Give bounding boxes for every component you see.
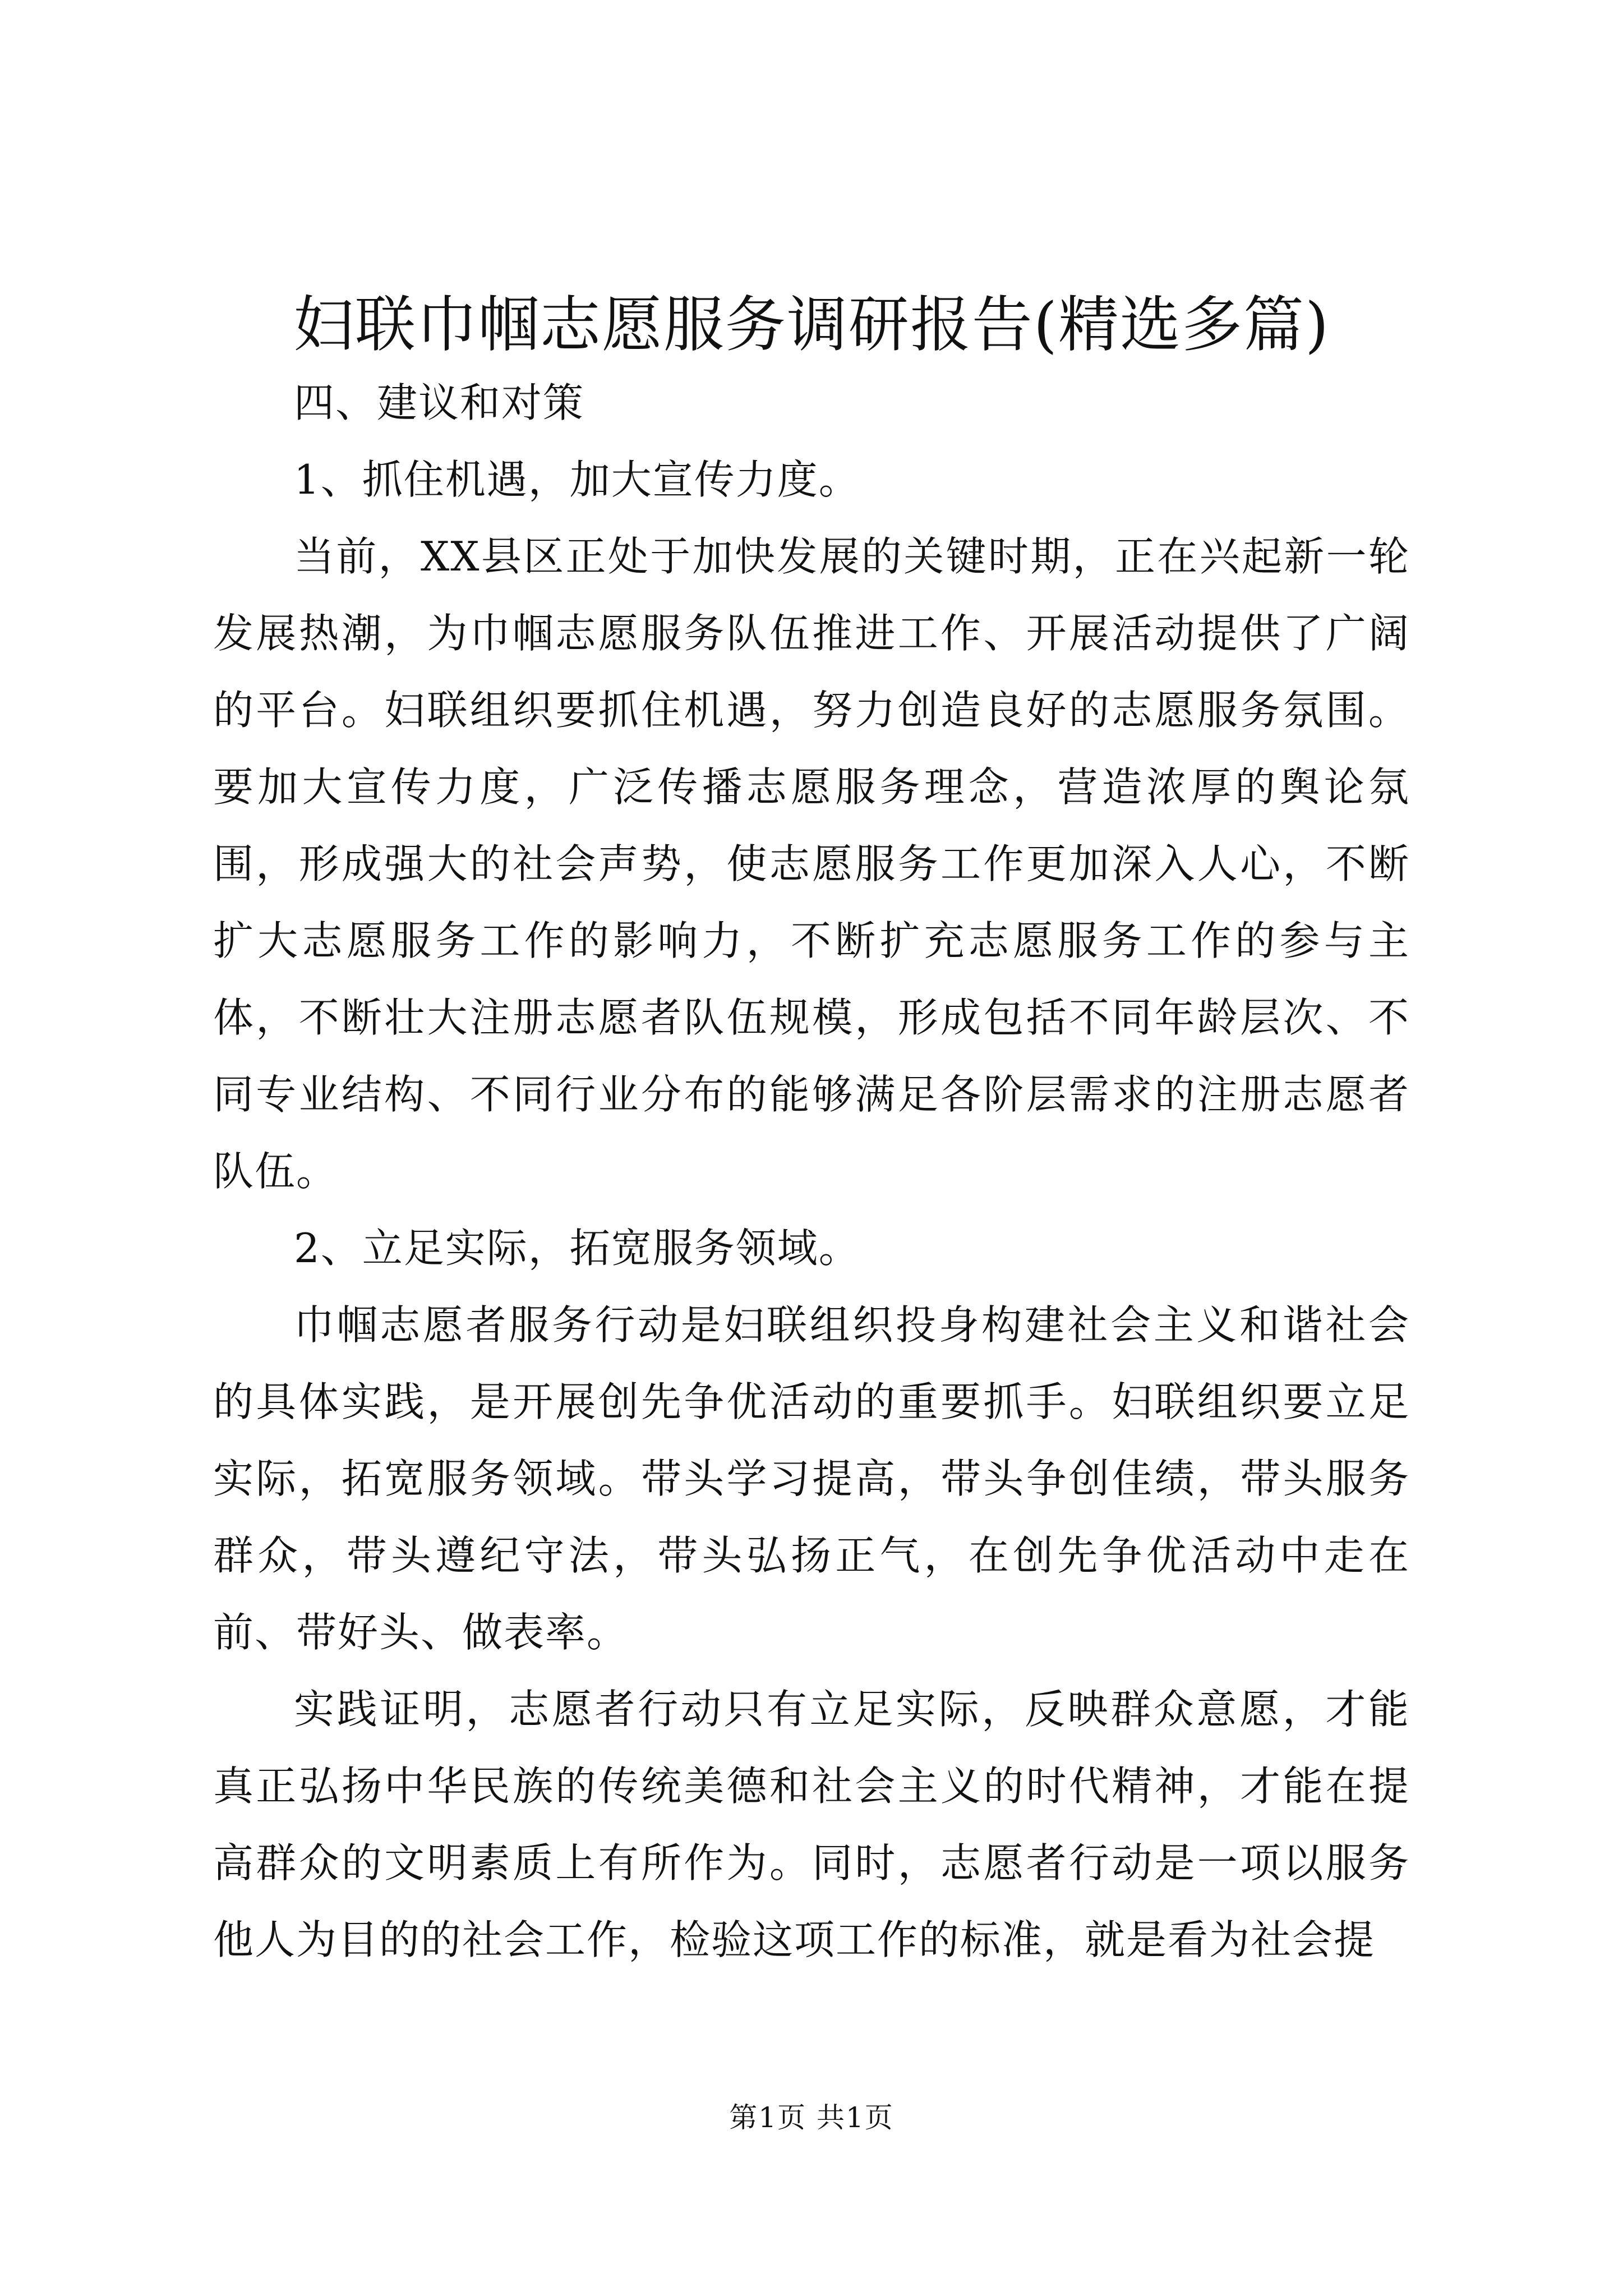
paragraph-3: 实践证明，志愿者行动只有立足实际，反映群众意愿，才能真正弘扬中华民族的传统美德和社会主义的时代精神，才能在提高群众的文明素质上有所作为。同时，志愿者行动是一项以服务他人为目的的社会工作，检验这项工作的标准，就是看为社会提: [213, 1686, 1410, 1963]
subheading-2: 2、立足实际，拓宽服务领域。: [294, 1225, 860, 1272]
subheading-1: 1、抓住机遇，加大宣传力度。: [294, 456, 860, 503]
paragraph-1: 当前，XX县区正处于加快发展的关键时期，正在兴起新一轮发展热潮，为巾帼志愿服务队伍推进工作、开展活动提供了广阔的平台。妇联组织要抓住机遇，努力创造良好的志愿服务氛围。要加大宣传力度，广泛传播志愿服务理念，营造浓厚的舆论氛围，形成强大的社会声势，使志愿服务工作更加深入人心，不断扩大志愿服务工作的影响力，不断扩充志愿服务工作的参与主体，不断壮大注册志愿者队伍规模，形成包括不同年龄层次、不同专业结构、不同行业分布的能够满足各阶层需求的注册志愿者队伍。: [213, 533, 1410, 1195]
document-title: 妇联巾帼志愿服务调研报告(精选多篇): [293, 290, 1330, 360]
section-heading: 四、建议和对策: [294, 379, 585, 426]
document-body: [213, 365, 1410, 1978]
paragraph-2: 巾帼志愿者服务行动是妇联组织投身构建社会主义和谐社会的具体实践，是开展创先争优活动的重要抓手。妇联组织要立足实际，拓宽服务领域。带头学习提高，带头争创佳绩，带头服务群众，带头遵纪守法，带头弘扬正气，在创先争优活动中走在前、带好头、做表率。: [213, 1301, 1410, 1656]
page-footer: 第1页 共1页: [729, 2101, 894, 2134]
